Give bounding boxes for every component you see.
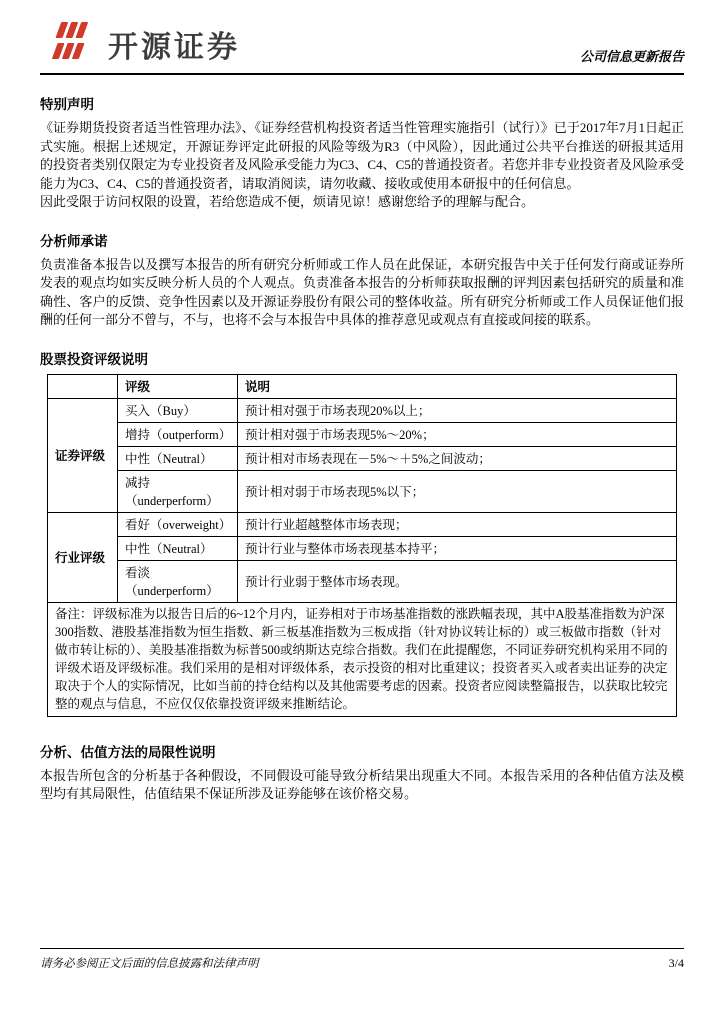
section-title: 分析师承诺 bbox=[40, 233, 108, 249]
special-statement-para1: 《证券期货投资者适当性管理办法》、《证券经营机构投资者适当性管理实施指引（试行）》已于2017年7月1日起正式实施。根据上述规定，开源证券评定此研报的风险等级为R3（中风险），因此通过公共平台推送的研报其适用的投资者类别仅限定为专业投资者及风险承受能力为C3、C4、C5的普通投资者。若您并非专业投资者及风险承受能力为C3、C4、C5的普通投资者，请取消阅读，请勿收藏、接收或使用本研报中的任何信息。 bbox=[40, 120, 684, 191]
page-header bbox=[40, 20, 684, 75]
rating-table-body bbox=[48, 398, 677, 716]
limitations-para: 本报告所包含的分析基于各种假设，不同假设可能导致分析结果出现重大不同。本报告采用的各种估值方法及模型均有其局限性，估值结果不保证所涉及证券能够在该价格交易。 bbox=[40, 767, 684, 801]
rating-name: 减持（underperform） bbox=[118, 470, 238, 512]
rating-table-row bbox=[48, 536, 677, 560]
rating-note: 备注：评级标准为以报告日后的6~12个月内，证券相对于市场基准指数的涨跌幅表现，其中A股基准指数为沪深300指数、港股基准指数为恒生指数、新三板基准指数为三板成指（针对协议转让标的）或三板做市指数（针对做市转让标的）、美股基准指数为标普500或纳斯达克综合指数。我们在此提醒您，不同证券研究机构采用不同的评级术语及评级标准。我们采用的是相对评级体系，表示投资的相对比重建议；投资者买入或者卖出证券的决定取决于个人的实际情况，比如当前的持仓结构以及其他需要考虑的因素。投资者应阅读整篇报告，以获取比较完整的观点与信息，不应仅仅依靠投资评级来推断结论。 bbox=[48, 602, 677, 716]
report-type-label: 公司信息更新报告 bbox=[579, 49, 684, 64]
section-analyst-commitment bbox=[40, 230, 684, 330]
rating-desc: 预计相对市场表现在－5%～＋5%之间波动； bbox=[238, 446, 677, 470]
rating-group-label: 证券评级 bbox=[48, 398, 118, 512]
rating-table-row bbox=[48, 470, 677, 512]
rating-table-row bbox=[48, 398, 677, 422]
header-desc: 说明 bbox=[238, 374, 677, 398]
rating-name: 中性（Neutral） bbox=[118, 536, 238, 560]
section-rating-table bbox=[40, 348, 684, 717]
rating-name: 买入（Buy） bbox=[118, 398, 238, 422]
rating-desc: 预计相对强于市场表现20%以上； bbox=[238, 398, 677, 422]
rating-desc: 预计相对强于市场表现5%～20%； bbox=[238, 422, 677, 446]
section-limitations bbox=[40, 741, 684, 804]
rating-name: 增持（outperform） bbox=[118, 422, 238, 446]
rating-table bbox=[47, 374, 677, 717]
special-statement-para2: 因此受限于访问权限的设置，若给您造成不便，烦请见谅！感谢您给予的理解与配合。 bbox=[40, 194, 535, 209]
footer-disclaimer: 请务必参阅正文后面的信息披露和法律声明 bbox=[40, 958, 259, 970]
rating-name: 看好（overweight） bbox=[118, 512, 238, 536]
section-special-statement bbox=[40, 93, 684, 212]
brand-name: 开源证券 bbox=[108, 30, 240, 64]
page-footer bbox=[40, 948, 684, 971]
rating-group-label: 行业评级 bbox=[48, 512, 118, 602]
analyst-commitment-para: 负责准备本报告以及撰写本报告的所有研究分析师或工作人员在此保证，本研究报告中关于任何发行商或证券所发表的观点均如实反映分析人员的个人观点。负责准备本报告的分析师获取报酬的评判因素包括研究的质量和准确性、客户的反馈、竞争性因素以及开源证券股份有限公司的整体收益。所有研究分析师或工作人员保证他们报酬的任何一部分不曾与，不与，也将不会与本报告中具体的推荐意见或观点有直接或间接的联系。 bbox=[40, 256, 684, 327]
rating-desc: 预计相对弱于市场表现5%以下； bbox=[238, 470, 677, 512]
rating-desc: 预计行业弱于整体市场表现。 bbox=[238, 560, 677, 602]
rating-desc: 预计行业与整体市场表现基本持平； bbox=[238, 536, 677, 560]
rating-desc: 预计行业超越整体市场表现； bbox=[238, 512, 677, 536]
section-title: 分析、估值方法的局限性说明 bbox=[40, 744, 216, 760]
rating-table-row bbox=[48, 512, 677, 536]
rating-table-header-row bbox=[48, 374, 677, 398]
header-rating: 评级 bbox=[118, 374, 238, 398]
kaiyuan-logo-icon bbox=[40, 20, 98, 67]
rating-table-row bbox=[48, 422, 677, 446]
brand-logo bbox=[40, 20, 240, 67]
rating-note-row bbox=[48, 602, 677, 716]
rating-name: 看淡（underperform） bbox=[118, 560, 238, 602]
header-empty-cell bbox=[48, 374, 118, 398]
rating-name: 中性（Neutral） bbox=[118, 446, 238, 470]
section-title: 股票投资评级说明 bbox=[40, 351, 148, 367]
section-title: 特别声明 bbox=[40, 97, 94, 112]
rating-table-row bbox=[48, 560, 677, 602]
page-number: 3/4 bbox=[668, 956, 684, 970]
rating-table-row bbox=[48, 446, 677, 470]
